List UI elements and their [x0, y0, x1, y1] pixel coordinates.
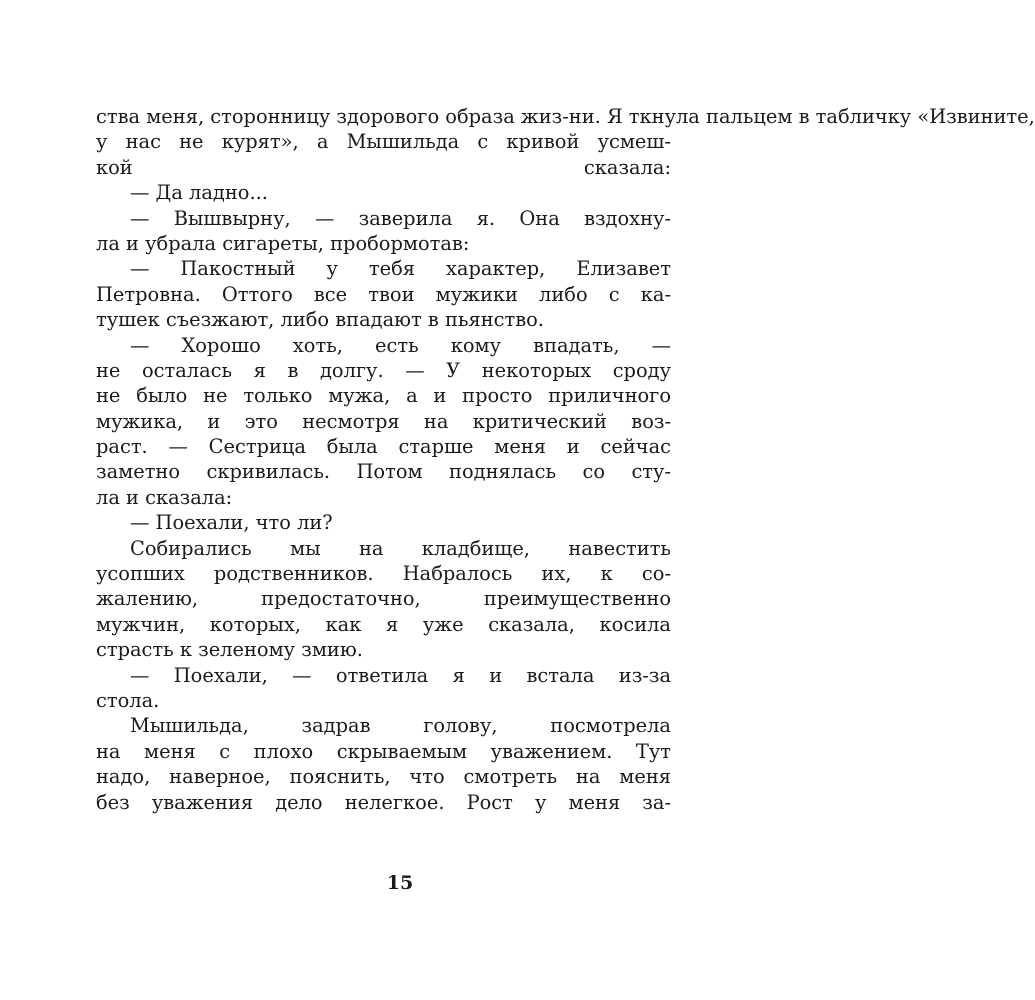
text-line-3: кой сказала:	[96, 155, 671, 179]
text-line-13: мужика, и это несмотря на критический воз-	[96, 409, 671, 433]
text-line-17: — Поехали, что ли?	[130, 511, 333, 535]
text-line-12: не было не только мужа, а и просто приличного	[96, 384, 671, 408]
text-line-4: — Да ладно...	[130, 181, 268, 205]
text-line-19: усопших родственников. Набралось их, к со-	[96, 562, 671, 586]
page-number: 15	[386, 872, 414, 894]
text-line-7: — Пакостный у тебя характер, Елизавет	[130, 257, 671, 281]
text-line-21: мужчин, которых, как я уже сказала, косила	[96, 612, 671, 636]
text-line-9: тушек съезжают, либо впадают в пьянство.	[96, 308, 544, 332]
text-line-2: у нас не курят», а Мышильда с кривой усмеш-	[96, 130, 671, 154]
text-line-6: ла и убрала сигареты, пробормотав:	[96, 231, 470, 255]
text-line-20: жалению, предостаточно, преимущественно	[96, 587, 671, 611]
text-line-24: стола.	[96, 688, 160, 712]
text-line-14: раст. — Сестрица была старше меня и сейчас	[96, 435, 671, 459]
text-line-18: Собирались мы на кладбище, навестить	[130, 536, 671, 560]
text-line-23: — Поехали, — ответила я и встала из-за	[130, 663, 671, 687]
text-line-1: ства меня, сторонницу здорового образа жиз-ни. Я ткнула пальцем в табличку «Извините,	[96, 105, 1035, 128]
text-line-25: Мышильда, задрав голову, посмотрела	[130, 714, 671, 738]
text-line-16: ла и сказала:	[96, 485, 233, 509]
text-line-15: заметно скривилась. Потом поднялась со сту-	[96, 460, 671, 484]
text-line-26: на меня с плохо скрываемым уважением. Тут	[96, 739, 671, 763]
text-line-5: — Вышвырну, — заверила я. Она вздохну-	[130, 206, 671, 230]
text-line-11: не осталась я в долгу. — У некоторых сроду	[96, 358, 671, 382]
text-line-8: Петровна. Оттого все твои мужики либо с ка-	[96, 282, 671, 306]
text-line-22: страсть к зеленому змию.	[96, 638, 363, 662]
page-text	[96, 104, 1035, 815]
text-line-10: — Хорошо хоть, есть кому впадать, —	[130, 333, 671, 357]
text-line-27: надо, наверное, пояснить, что смотреть на меня	[96, 765, 671, 789]
text-line-28: без уважения дело нелегкое. Рост у меня за-	[96, 790, 671, 814]
